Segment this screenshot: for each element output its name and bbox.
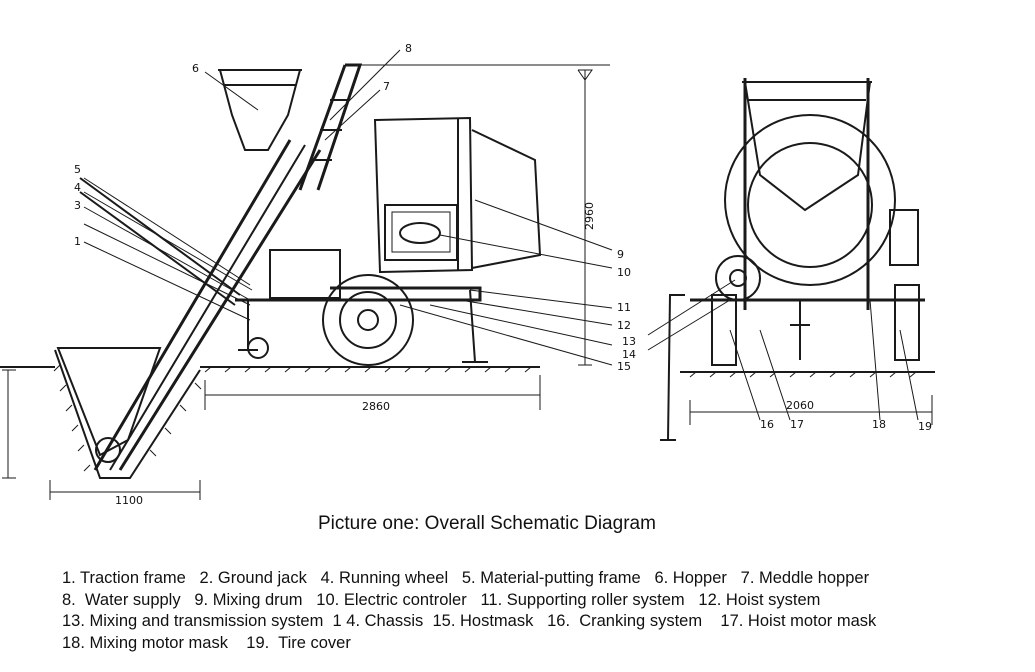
figure-caption: Picture one: Overall Schematic Diagram — [318, 513, 656, 534]
hoist-mast — [300, 65, 360, 190]
front-drum-inner — [748, 143, 872, 267]
front-motor — [890, 210, 918, 265]
part-label-16: 16 — [760, 418, 774, 431]
part-label-18: 18 — [872, 418, 886, 431]
upper-hopper — [220, 70, 300, 150]
track-rail-inner — [110, 145, 305, 470]
front-view — [648, 78, 935, 440]
part-label-15: 15 — [617, 360, 631, 373]
part-label-17: 17 — [790, 418, 804, 431]
part-label-13: 13 — [622, 335, 636, 348]
part-label-10: 10 — [617, 266, 631, 279]
part-label-14: 14 — [622, 348, 636, 361]
running-wheel-hub — [358, 310, 378, 330]
leader-lines-top — [205, 50, 400, 140]
parts-legend — [62, 568, 1022, 654]
side-view — [0, 50, 612, 500]
part-label-19: 19 — [918, 420, 932, 433]
controller-knob — [400, 223, 440, 243]
jack-wheel — [248, 338, 268, 358]
dim-2960-lines — [360, 65, 610, 365]
part-label-12: 12 — [617, 319, 631, 332]
dim-label-2060: 2060 — [786, 399, 814, 412]
ground-jack — [238, 300, 258, 350]
part-label-7: 7 — [383, 80, 390, 93]
front-wheel-left — [712, 295, 736, 365]
part-label-4: 4 — [74, 181, 81, 194]
part-label-8: 8 — [405, 42, 412, 55]
part-label-5: 5 — [74, 163, 81, 176]
dim-label-2860: 2860 — [362, 400, 390, 413]
front-hopper-rim — [742, 82, 872, 100]
motor-box — [270, 250, 340, 298]
dim-pit-depth — [2, 370, 16, 478]
dim-label-1100: 1100 — [115, 494, 143, 507]
part-label-1: 1 — [74, 235, 81, 248]
legend-line-3: 13. Mixing and transmission system 1 4. Chassis 15. Hostmask 16. Cranking system 17. Hoist motor mask — [62, 612, 877, 630]
legend-line-2: 8. Water supply 9. Mixing drum 10. Electric controler 11. Supporting roller system 12. Hoist system — [62, 590, 821, 609]
front-hopper — [745, 82, 870, 210]
part-label-6: 6 — [192, 62, 199, 75]
dim-label-2960: 2960 — [583, 202, 596, 230]
part-label-11: 11 — [617, 301, 631, 314]
legend-line-4: 18. Mixing motor mask 19. Tire cover — [62, 633, 351, 652]
part-label-9: 9 — [617, 248, 624, 261]
inclined-track — [95, 140, 320, 470]
front-pulley — [716, 256, 760, 300]
chassis-tow — [80, 178, 240, 305]
front-wheel-right — [895, 285, 919, 360]
front-crank — [660, 295, 685, 440]
pit-hatch — [54, 365, 201, 471]
front-jack — [790, 300, 810, 360]
part-label-3: 3 — [74, 199, 81, 212]
upper-hopper-rim — [218, 70, 302, 85]
legend-line-1: 1. Traction frame 2. Ground jack 4. Running wheel 5. Material-putting frame 6. Hopper 7. Meddle hopper — [62, 569, 870, 587]
